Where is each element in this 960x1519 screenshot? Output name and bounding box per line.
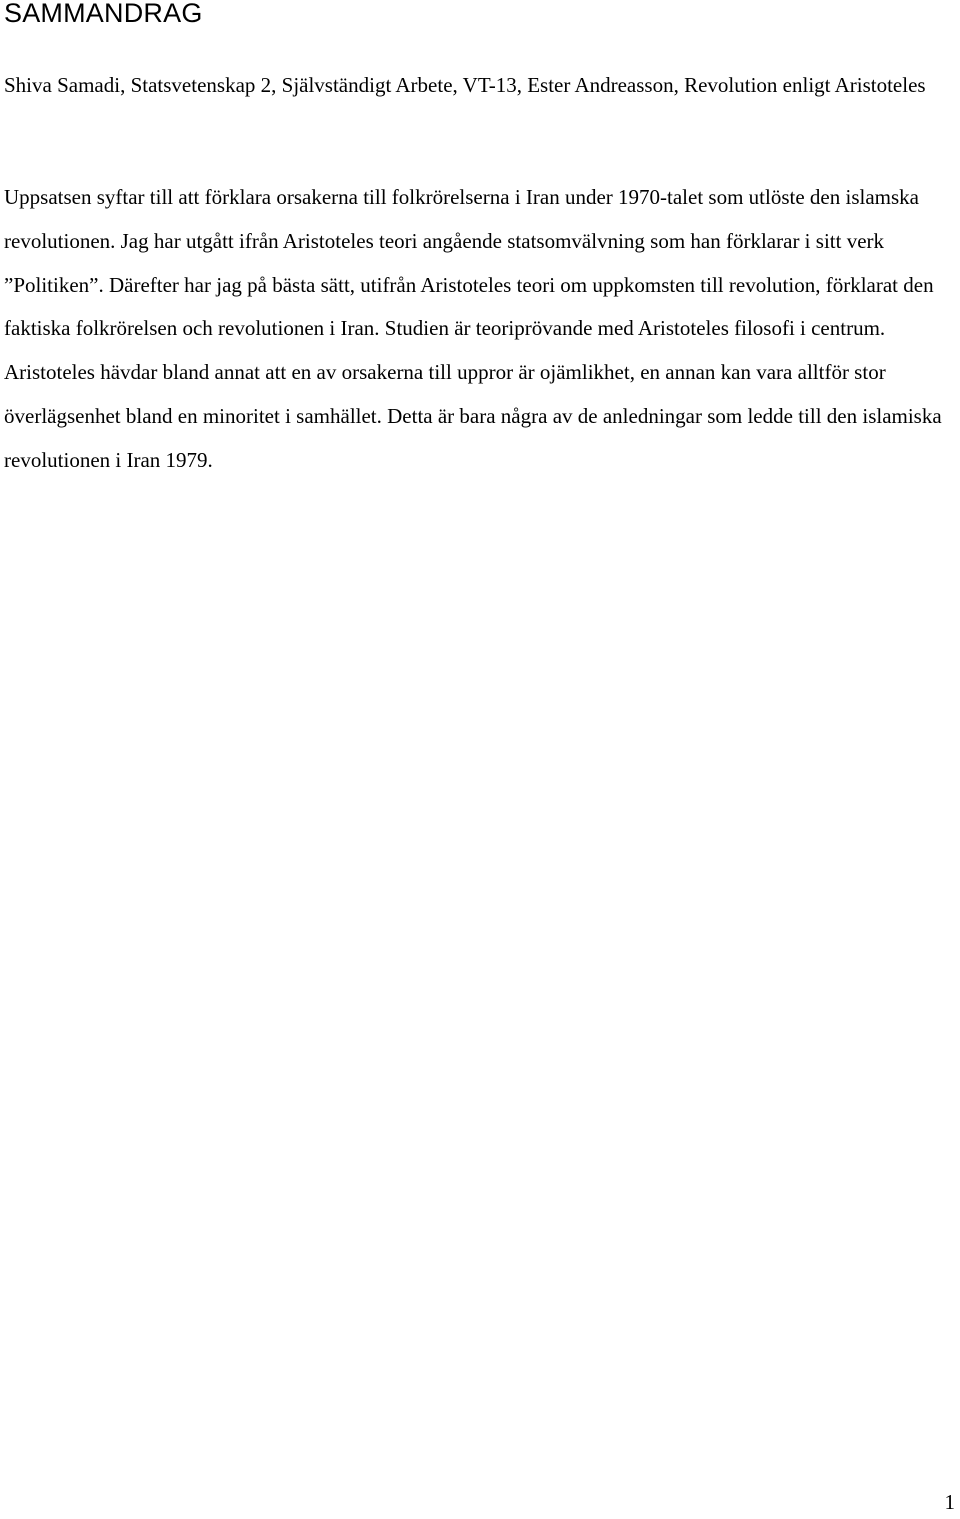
author-course-info: Shiva Samadi, Statsvetenskap 2, Självständigt Arbete, VT-13, Ester Andreasson, Revolution enligt Aristoteles — [4, 73, 926, 97]
abstract-paragraph: Uppsatsen syftar till att förklara orsakerna till folkrörelserna i Iran under 1970-talet som utlöste den islamska revolutionen. Jag har utgått ifrån Aristoteles teori angående statsomvälvning som han förklarar i sitt verk ”Politiken”. Därefter har jag på bästa sätt, utifrån Aristoteles teori om uppkomsten till revolution, förklarat den faktiska folkrörelsen och revolutionen i Iran. Studien är teoriprövande med Aristoteles filosofi i centrum. Aristoteles hävdar bland annat att en av orsakerna till uppror är ojämlikhet, en annan kan vara alltför stor överlägsenhet bland en minoritet i samhället. Detta är bara några av de anledningar som ledde till den islamiska revolutionen i Iran 1979. — [4, 185, 942, 472]
page-number: 1 — [944, 1490, 955, 1514]
page-heading: SAMMANDRAG — [4, 0, 203, 28]
